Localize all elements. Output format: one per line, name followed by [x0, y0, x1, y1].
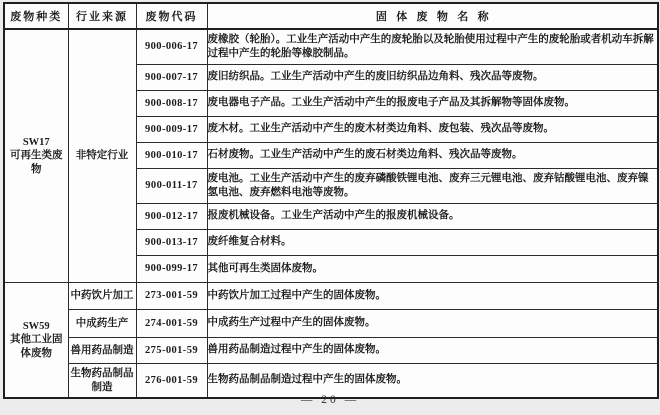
waste-code-cell: 900-011-17: [136, 169, 207, 204]
waste-classification-table: [3, 2, 659, 399]
waste-code-cell: 900-099-17: [136, 256, 207, 283]
waste-code-cell: 274-001-59: [136, 310, 207, 338]
industry-cell: 中药饮片加工: [68, 283, 136, 310]
header-industry-source: 行业来源: [68, 3, 136, 29]
category-code: SW17: [22, 136, 50, 148]
waste-name-cell: 生物药品制品制造过程中产生的固体废物。: [207, 364, 658, 399]
waste-code-cell: 900-013-17: [136, 230, 207, 256]
industry-cell: 非特定行业: [68, 29, 136, 283]
table-row: [4, 283, 658, 310]
waste-code-cell: 273-001-59: [136, 283, 207, 310]
waste-code-cell: 900-010-17: [136, 143, 207, 169]
page-number: — 20 —: [300, 394, 360, 406]
header-row: [4, 3, 658, 29]
waste-name-cell: 废橡胶（轮胎）。工业生产活动中产生的废轮胎以及轮胎使用过程中产生的废轮胎或者机动车拆解过程中产生的轮胎等橡胶制品。: [207, 29, 658, 65]
industry-cell: 生物药品制品制造: [68, 364, 136, 399]
waste-code-cell: 275-001-59: [136, 338, 207, 364]
table-row: [4, 310, 658, 338]
waste-name-cell: 中药饮片加工过程中产生的固体废物。: [207, 283, 658, 310]
category-cell-sw59: [4, 283, 68, 399]
waste-code-cell: 276-001-59: [136, 364, 207, 399]
waste-name-cell: 废纤维复合材料。: [207, 230, 658, 256]
waste-name-cell: 废旧纺织品。工业生产活动中产生的废旧纺织品边角料、残次品等废物。: [207, 65, 658, 91]
header-waste-code: 废物代码: [136, 3, 207, 29]
industry-cell: 兽用药品制造: [68, 338, 136, 364]
category-name: 其他工业固体废物: [10, 334, 63, 359]
waste-name-cell: 其他可再生类固体废物。: [207, 256, 658, 283]
waste-code-cell: 900-007-17: [136, 65, 207, 91]
waste-code-cell: 900-009-17: [136, 117, 207, 143]
waste-name-cell: 兽用药品制造过程中产生的固体废物。: [207, 338, 658, 364]
waste-name-cell: 废电池。工业生产活动中产生的废弃磷酸铁锂电池、废弃三元锂电池、废弃钴酸锂电池、废弃镍氢电池、废弃燃料电池等废物。: [207, 169, 658, 204]
category-name: 可再生类废物: [10, 150, 63, 175]
waste-name-cell: 中成药生产过程中产生的固体废物。: [207, 310, 658, 338]
waste-code-cell: 900-006-17: [136, 29, 207, 65]
waste-name-cell: 废电器电子产品。工业生产活动中产生的报废电子产品及其拆解物等固体废物。: [207, 91, 658, 117]
waste-name-cell: 报废机械设备。工业生产活动中产生的报废机械设备。: [207, 204, 658, 230]
industry-cell: 中成药生产: [68, 310, 136, 338]
waste-code-cell: 900-012-17: [136, 204, 207, 230]
category-cell-sw17: [4, 29, 68, 283]
waste-name-cell: 石材废物。工业生产活动中产生的废石材类边角料、残次品等废物。: [207, 143, 658, 169]
table-row: [4, 364, 658, 399]
header-waste-category: 废物种类: [4, 3, 68, 29]
category-code: SW59: [22, 320, 50, 332]
table-row: [4, 338, 658, 364]
waste-name-cell: 废木材。工业生产活动中产生的废木材类边角料、废包装、残次品等废物。: [207, 117, 658, 143]
table-row: [4, 29, 658, 65]
header-waste-name: 固体废物名称: [207, 3, 658, 29]
waste-code-cell: 900-008-17: [136, 91, 207, 117]
